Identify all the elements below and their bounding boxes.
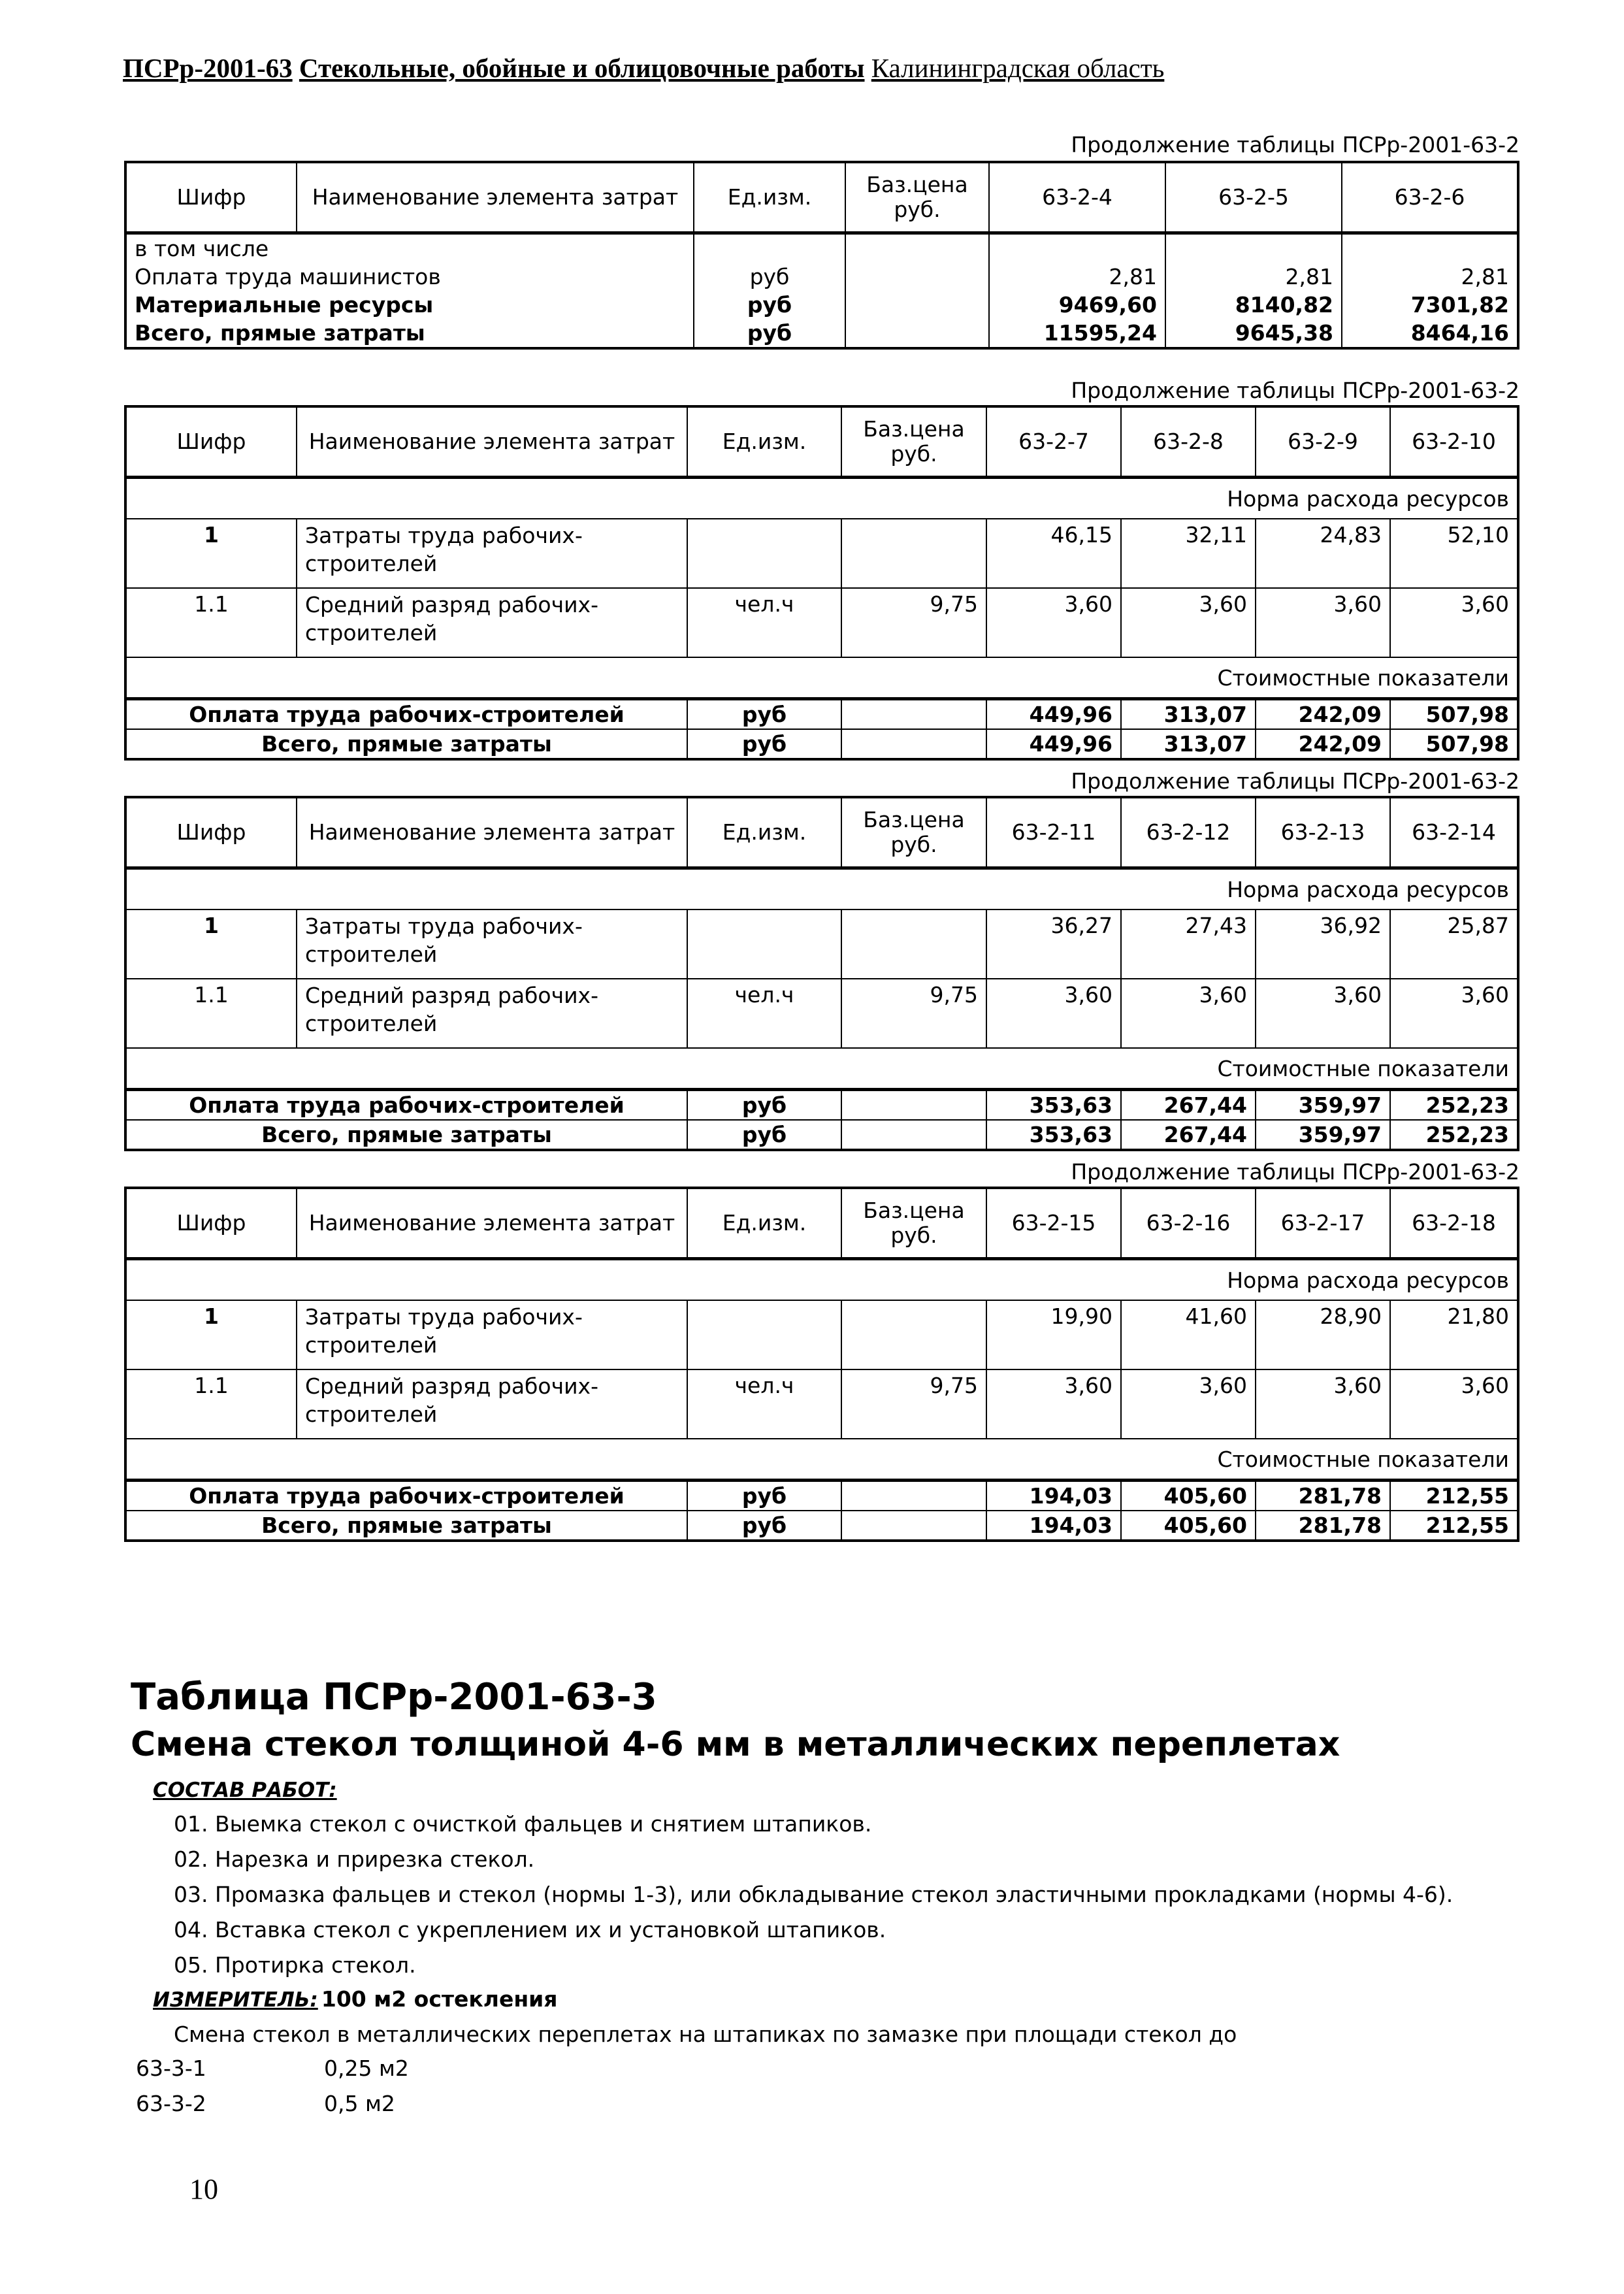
row-value: 19,90	[986, 1300, 1121, 1369]
table-row	[125, 1120, 1518, 1150]
row-value: 28,90	[1256, 1300, 1390, 1369]
section-row	[125, 657, 1518, 699]
row-price	[845, 319, 989, 348]
row-unit: руб	[687, 729, 841, 759]
row-price: 9,75	[841, 979, 986, 1048]
row-name: Затраты труда рабочих-строителей	[297, 909, 687, 979]
row-value: 8140,82	[1165, 291, 1342, 319]
row-value: 3,60	[1256, 588, 1390, 657]
row-value: 46,15	[986, 519, 1121, 588]
col-header: 63-2-4	[989, 162, 1165, 233]
row-value: 194,03	[986, 1511, 1121, 1541]
col-header: 63-2-6	[1342, 162, 1518, 233]
row-name: Всего, прямые затраты	[125, 1511, 687, 1541]
work-item: 04. Вставка стекол с укреплением их и установкой штапиков.	[174, 1917, 886, 1942]
row-value: 212,55	[1390, 1481, 1518, 1511]
row-unit	[687, 1300, 841, 1369]
row-name: Всего, прямые затраты	[125, 319, 694, 348]
col-unit-header: Ед.изм.	[687, 406, 841, 478]
row-value: 27,43	[1121, 909, 1256, 979]
row-value: 3,60	[1256, 979, 1390, 1048]
section-row	[125, 868, 1518, 910]
row-name: в том числе	[125, 233, 694, 263]
row-value	[989, 233, 1165, 263]
col-header: 63-2-16	[1121, 1188, 1256, 1259]
section-row	[125, 1048, 1518, 1090]
row-value: 3,60	[1121, 1369, 1256, 1439]
row-unit	[687, 909, 841, 979]
col-header: 63-2-12	[1121, 797, 1256, 868]
col-header: 63-2-5	[1165, 162, 1342, 233]
header-title: Стекольные, обойные и облицовочные работы	[299, 53, 865, 83]
row-unit: руб	[687, 1120, 841, 1150]
row-value: 212,55	[1390, 1511, 1518, 1541]
row-name: Затраты труда рабочих-строителей	[297, 519, 687, 588]
section-cost-label: Стоимостные показатели	[125, 1048, 1518, 1090]
row-price	[841, 1300, 986, 1369]
continuation-label-4: Продолжение таблицы ПСРр-2001-63-2	[1071, 1159, 1519, 1185]
row-name: Всего, прямые затраты	[125, 729, 687, 759]
row-name: Оплата труда рабочих-строителей	[125, 699, 687, 730]
col-header: 63-2-8	[1121, 406, 1256, 478]
row-value: 11595,24	[989, 319, 1165, 348]
section-norm-label: Норма расхода ресурсов	[125, 478, 1518, 519]
norm-value: 0,25 м2	[324, 2056, 409, 2081]
row-value: 3,60	[1390, 979, 1518, 1048]
row-price	[841, 909, 986, 979]
section-row	[125, 1259, 1518, 1301]
row-value: 3,60	[1121, 979, 1256, 1048]
row-name: Оплата труда машинистов	[125, 263, 694, 291]
row-value: 3,60	[1390, 588, 1518, 657]
col-header: 63-2-10	[1390, 406, 1518, 478]
col-price-header: Баз.цена руб.	[841, 797, 986, 868]
row-value: 449,96	[986, 699, 1121, 730]
row-price	[841, 1511, 986, 1541]
col-name-header: Наименование элемента затрат	[297, 1188, 687, 1259]
row-value: 24,83	[1256, 519, 1390, 588]
row-unit: руб	[687, 699, 841, 730]
row-value: 194,03	[986, 1481, 1121, 1511]
row-unit: чел.ч	[687, 979, 841, 1048]
work-item: 03. Промазка фальцев и стекол (нормы 1-3), или обкладывание стекол эластичными прокладками (нормы 4-6).	[174, 1882, 1453, 1907]
row-value: 36,27	[986, 909, 1121, 979]
row-value: 507,98	[1390, 729, 1518, 759]
row-value: 252,23	[1390, 1090, 1518, 1121]
row-unit	[687, 519, 841, 588]
row-name: Оплата труда рабочих-строителей	[125, 1090, 687, 1121]
row-code: 1.1	[125, 979, 297, 1048]
work-item: 01. Выемка стекол с очисткой фальцев и снятием штапиков.	[174, 1811, 872, 1837]
col-header: 63-2-11	[986, 797, 1121, 868]
table-row	[125, 588, 1518, 657]
row-unit: руб	[687, 1090, 841, 1121]
row-value: 32,11	[1121, 519, 1256, 588]
row-value: 252,23	[1390, 1120, 1518, 1150]
col-price-header: Баз.цена руб.	[845, 162, 989, 233]
section-row	[125, 478, 1518, 519]
header-region: Калининградская область	[871, 53, 1165, 83]
norm-value: 0,5 м2	[324, 2091, 395, 2116]
col-code-header: Шифр	[125, 162, 297, 233]
col-header: 63-2-9	[1256, 406, 1390, 478]
norm-code: 63-3-1	[136, 2056, 206, 2081]
table-row	[125, 1300, 1518, 1369]
row-unit	[694, 233, 845, 263]
section-row	[125, 1439, 1518, 1481]
col-header: 63-2-14	[1390, 797, 1518, 868]
work-item: 05. Протирка стекол.	[174, 1952, 416, 1978]
work-item: 02. Нарезка и прирезка стекол.	[174, 1846, 535, 1872]
row-value: 3,60	[1256, 1369, 1390, 1439]
table-row	[125, 1481, 1518, 1511]
row-value: 9469,60	[989, 291, 1165, 319]
meter-line	[153, 1986, 557, 2012]
row-value: 242,09	[1256, 729, 1390, 759]
work-composition-label: СОСТАВ РАБОТ:	[153, 1778, 337, 1802]
table-row	[125, 1369, 1518, 1439]
row-name: Затраты труда рабочих-строителей	[297, 1300, 687, 1369]
row-value: 41,60	[1121, 1300, 1256, 1369]
row-price	[845, 263, 989, 291]
norm-intro: Смена стекол в металлических переплетах на штапиках по замазке при площади стекол до	[174, 2022, 1237, 2047]
row-value: 267,44	[1121, 1090, 1256, 1121]
col-header: 63-2-7	[986, 406, 1121, 478]
col-name-header: Наименование элемента затрат	[297, 797, 687, 868]
row-value: 3,60	[1390, 1369, 1518, 1439]
meter-value: 100 м2 остекления	[321, 1986, 558, 2012]
row-value: 3,60	[986, 979, 1121, 1048]
row-value: 281,78	[1256, 1511, 1390, 1541]
row-code: 1.1	[125, 588, 297, 657]
section-norm-label: Норма расхода ресурсов	[125, 868, 1518, 910]
table-header-row	[125, 406, 1518, 478]
col-code-header: Шифр	[125, 406, 297, 478]
row-value: 8464,16	[1342, 319, 1518, 348]
row-value: 313,07	[1121, 699, 1256, 730]
row-code: 1	[125, 519, 297, 588]
col-price-header: Баз.цена руб.	[841, 406, 986, 478]
row-unit: руб	[687, 1481, 841, 1511]
col-header: 63-2-15	[986, 1188, 1121, 1259]
row-price	[841, 1120, 986, 1150]
row-price	[841, 729, 986, 759]
section-title: Таблица ПСРр-2001-63-3	[131, 1676, 657, 1718]
col-header: 63-2-18	[1390, 1188, 1518, 1259]
row-name: Оплата труда рабочих-строителей	[125, 1481, 687, 1511]
row-value: 36,92	[1256, 909, 1390, 979]
col-header: 63-2-17	[1256, 1188, 1390, 1259]
section-cost-label: Стоимостные показатели	[125, 1439, 1518, 1481]
row-value: 3,60	[986, 1369, 1121, 1439]
page-header	[123, 52, 1164, 84]
row-value: 267,44	[1121, 1120, 1256, 1150]
row-code: 1	[125, 909, 297, 979]
table-row	[125, 233, 1518, 263]
row-code: 1	[125, 1300, 297, 1369]
row-name: Средний разряд рабочих-строителей	[297, 979, 687, 1048]
table-row	[125, 699, 1518, 730]
row-value: 52,10	[1390, 519, 1518, 588]
row-value: 3,60	[986, 588, 1121, 657]
continuation-label-3: Продолжение таблицы ПСРр-2001-63-2	[1071, 768, 1519, 794]
row-value: 449,96	[986, 729, 1121, 759]
row-value: 7301,82	[1342, 291, 1518, 319]
row-value: 353,63	[986, 1090, 1121, 1121]
table-row	[125, 319, 1518, 348]
table-row	[125, 979, 1518, 1048]
row-value: 359,97	[1256, 1090, 1390, 1121]
section-subtitle: Смена стекол толщиной 4-6 мм в металлических переплетах	[131, 1725, 1340, 1764]
row-name: Средний разряд рабочих-строителей	[297, 588, 687, 657]
row-value: 405,60	[1121, 1481, 1256, 1511]
row-price	[841, 1481, 986, 1511]
col-header: 63-2-13	[1256, 797, 1390, 868]
row-value: 2,81	[989, 263, 1165, 291]
row-value: 507,98	[1390, 699, 1518, 730]
col-name-header: Наименование элемента затрат	[297, 162, 694, 233]
row-unit: руб	[694, 319, 845, 348]
row-unit: руб	[694, 291, 845, 319]
row-value: 2,81	[1342, 263, 1518, 291]
row-value	[1342, 233, 1518, 263]
row-value: 359,97	[1256, 1120, 1390, 1150]
table-63-2-part2	[124, 405, 1519, 761]
table-row	[125, 263, 1518, 291]
table-row	[125, 519, 1518, 588]
table-header-row	[125, 1188, 1518, 1259]
row-name: Средний разряд рабочих-строителей	[297, 1369, 687, 1439]
table-header-row	[125, 797, 1518, 868]
table-row	[125, 909, 1518, 979]
section-norm-label: Норма расхода ресурсов	[125, 1259, 1518, 1301]
page-number: 10	[189, 2173, 218, 2205]
row-price: 9,75	[841, 588, 986, 657]
col-code-header: Шифр	[125, 1188, 297, 1259]
col-price-header: Баз.цена руб.	[841, 1188, 986, 1259]
row-value: 242,09	[1256, 699, 1390, 730]
table-row	[125, 291, 1518, 319]
continuation-label-1: Продолжение таблицы ПСРр-2001-63-2	[1071, 132, 1519, 157]
table-header-row	[125, 162, 1518, 233]
row-unit: руб	[694, 263, 845, 291]
row-value: 3,60	[1121, 588, 1256, 657]
row-price	[841, 1090, 986, 1121]
row-unit: руб	[687, 1511, 841, 1541]
table-row	[125, 1511, 1518, 1541]
row-unit: чел.ч	[687, 1369, 841, 1439]
row-value: 281,78	[1256, 1481, 1390, 1511]
row-value: 25,87	[1390, 909, 1518, 979]
row-value: 21,80	[1390, 1300, 1518, 1369]
row-value: 2,81	[1165, 263, 1342, 291]
row-price	[845, 291, 989, 319]
table-63-2-part1	[124, 161, 1519, 350]
table-row	[125, 729, 1518, 759]
col-unit-header: Ед.изм.	[694, 162, 845, 233]
row-price	[841, 699, 986, 730]
table-63-2-part3	[124, 796, 1519, 1151]
header-code: ПСРр-2001-63	[123, 53, 293, 83]
col-name-header: Наименование элемента затрат	[297, 406, 687, 478]
row-value: 405,60	[1121, 1511, 1256, 1541]
continuation-label-2: Продолжение таблицы ПСРр-2001-63-2	[1071, 378, 1519, 403]
row-price	[841, 519, 986, 588]
row-value: 9645,38	[1165, 319, 1342, 348]
col-unit-header: Ед.изм.	[687, 1188, 841, 1259]
table-63-2-part4	[124, 1187, 1519, 1542]
row-value: 313,07	[1121, 729, 1256, 759]
row-value	[1165, 233, 1342, 263]
row-value: 353,63	[986, 1120, 1121, 1150]
section-cost-label: Стоимостные показатели	[125, 657, 1518, 699]
meter-label: ИЗМЕРИТЕЛЬ:	[153, 1988, 318, 2012]
row-name: Материальные ресурсы	[125, 291, 694, 319]
col-code-header: Шифр	[125, 797, 297, 868]
col-unit-header: Ед.изм.	[687, 797, 841, 868]
norm-code: 63-3-2	[136, 2091, 206, 2116]
row-code: 1.1	[125, 1369, 297, 1439]
row-price	[845, 233, 989, 263]
row-name: Всего, прямые затраты	[125, 1120, 687, 1150]
row-unit: чел.ч	[687, 588, 841, 657]
table-row	[125, 1090, 1518, 1121]
row-price: 9,75	[841, 1369, 986, 1439]
